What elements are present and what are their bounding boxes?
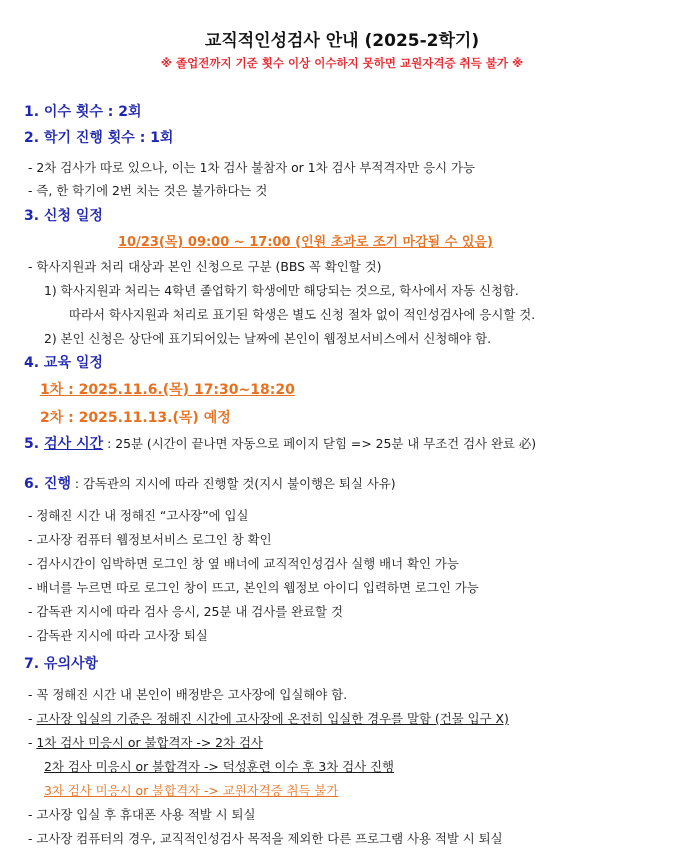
- session-2-schedule: 2차 : 2025.11.13.(목) 예정: [40, 410, 231, 426]
- section-6-line: - 고사장 컴퓨터 웹정보서비스 로그인 창 확인: [28, 532, 272, 547]
- section-7-line: - 고사장 컴퓨터의 경우, 교직적인성검사 목적을 제외한 다른 프로그램 사용 적발 시 퇴실: [28, 831, 503, 846]
- section-3-line: - 학사지원과 처리 대상과 본인 신청으로 구분 (BBS 꼭 확인할 것): [28, 259, 382, 274]
- page-title: 교직적인성검사 안내 (2025-2학기): [204, 31, 480, 51]
- section-3-line: 2) 본인 신청은 상단에 표기되어있는 날짜에 본인이 웹정보서비스에서 신청해야 함.: [44, 331, 492, 346]
- section-3-line: 1) 학사지원과 처리는 4학년 졸업학기 학생에만 해당되는 것으로, 학사에서 자동 신청함.: [44, 283, 519, 298]
- section-7-line: - 고사장 입실 후 휴대폰 사용 적발 시 퇴실: [28, 807, 256, 822]
- section-6-heading: [24, 473, 396, 493]
- warning-note: ※ 졸업전까지 기준 횟수 이상 이수하지 못하면 교원자격증 취득 불가 ※: [160, 56, 524, 70]
- section-3-heading: 3. 신청 일정: [24, 208, 103, 224]
- retest-rule-2: 2차 검사 미응시 or 불합격자 -> 덕성훈련 이수 후 3차 검사 진행: [44, 759, 394, 774]
- section-7-line: - 꼭 정해진 시간 내 본인이 배정받은 고사장에 입실해야 함.: [28, 687, 348, 702]
- section-3-line: 따라서 학사지원과 처리로 표기된 학생은 별도 신청 절차 없이 적인성검사에 응시할 것.: [69, 307, 536, 322]
- session-1-schedule: 1차 : 2025.11.6.(목) 17:30~18:20: [40, 382, 295, 398]
- section-6-line: - 감독관 지시에 따라 고사장 퇴실: [28, 628, 208, 643]
- section-7-line: [28, 733, 263, 751]
- section-1-heading: 1. 이수 횟수 : 2회: [24, 104, 142, 120]
- section-6-label: 6. 진행: [24, 476, 71, 492]
- retest-rule-3: 3차 검사 미응시 or 불합격자 -> 교원자격증 취득 불가: [44, 783, 339, 798]
- section-6-line: - 감독관 지시에 따라 검사 응시, 25분 내 검사를 완료할 것: [28, 604, 343, 619]
- bullet-dash: -: [28, 735, 37, 750]
- section-2-heading: 2. 학기 진행 횟수 : 1회: [24, 130, 174, 146]
- section-4-heading: 4. 교육 일정: [24, 355, 103, 371]
- section-7-heading: 7. 유의사항: [24, 656, 99, 672]
- section-6-line: - 배너를 누르면 따로 로그인 창이 뜨고, 본인의 웹정보 아이디 입력하면 로그인 가능: [28, 580, 479, 595]
- application-date: 10/23(목) 09:00 ~ 17:00 (인원 초과로 조기 마감될 수 있음): [118, 235, 493, 250]
- section-5-label: 검사 시간: [44, 436, 104, 452]
- entry-criteria: 고사장 입실의 기준은 정해진 시간에 고사장에 온전히 입실한 경우를 말함 (건물 입구 X): [36, 711, 509, 726]
- retest-rule-1: 1차 검사 미응시 or 불합격자 -> 2차 검사: [36, 735, 263, 750]
- bullet-dash: -: [28, 711, 37, 726]
- section-7-line: [28, 709, 509, 727]
- section-5-number: 5.: [24, 436, 40, 452]
- section-5-text: : 25분 (시간이 끝나면 자동으로 페이지 닫힘 => 25분 내 무조건 검사 완료 必): [103, 436, 537, 451]
- section-5: [24, 433, 536, 453]
- section-2-line: - 즉, 한 학기에 2번 치는 것은 불가하다는 것: [28, 183, 268, 198]
- section-6-line: - 검사시간이 임박하면 로그인 창 옆 배너에 교직적인성검사 실행 배너 확인 가능: [28, 556, 459, 571]
- section-2-line: - 2차 검사가 따로 있으나, 이는 1차 검사 불참자 or 1차 검사 부적격자만 응시 가능: [28, 160, 475, 175]
- section-6-note: : 감독관의 지시에 따라 진행할 것(지시 불이행은 퇴실 사유): [70, 476, 396, 491]
- section-6-line: - 정해진 시간 내 정해진 “고사장”에 입실: [28, 508, 249, 523]
